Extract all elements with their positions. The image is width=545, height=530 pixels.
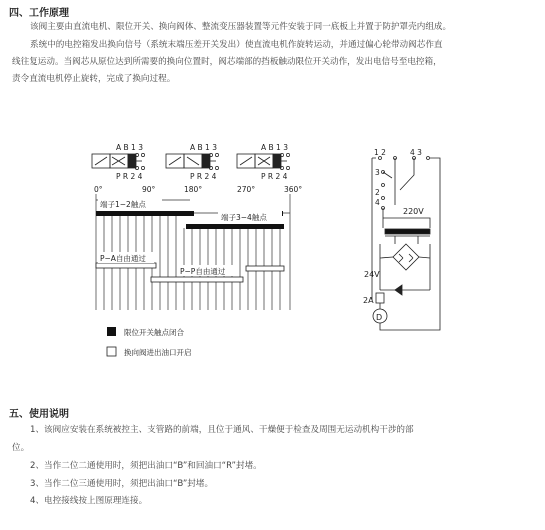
valve1-ports-bottom: P R 2 4: [116, 172, 143, 181]
section4-paragraph2-line3: 责令直流电机停止旋转，完成了换向过程。: [12, 74, 176, 84]
legend-empty-label: 换向阀进出油口开启: [124, 348, 192, 357]
section5-item2: 2、当作二位二通使用时，须把出油口“B”和回油口“R”封堵。: [30, 461, 262, 471]
valve-symbol-1: [92, 154, 142, 168]
legend-filled-label: 限位开关触点闭合: [124, 328, 184, 337]
angle-270: 270°: [237, 185, 256, 194]
bar-terminal-12: [96, 211, 194, 216]
legend-empty-swatch: [107, 347, 116, 356]
bar-pp: [151, 277, 243, 282]
valve2-ports-top: A B 1 3: [190, 143, 217, 152]
label-terminal-34: 端子3−4触点: [221, 213, 267, 222]
label-terminal-12: 端子1−2触点: [100, 200, 146, 209]
section4-heading: 四、工作原理: [9, 8, 69, 19]
bar-pa-end: [246, 266, 284, 271]
angle-360: 360°: [284, 185, 303, 194]
circuit-diagram: [372, 157, 440, 331]
section5-heading: 五、使用说明: [9, 409, 69, 420]
section5-item1-line1: 1、该阀应安装在系统被控主、支管路的前端，且位于通风、干燥便于检查及周围无运动机构干涉的部: [30, 425, 414, 435]
circuit-fuse: 2A: [363, 296, 374, 305]
valve-symbol-2: [166, 154, 216, 168]
angle-180: 180°: [184, 185, 203, 194]
circuit-label-12: 1 2: [374, 148, 386, 157]
angle-0: 0°: [94, 185, 103, 194]
circuit-voltage-24: 24V: [364, 270, 380, 279]
section5-item3: 3、当作二位三通使用时，须把出油口“B”封堵。: [30, 479, 214, 489]
valve1-ports-top: A B 1 3: [116, 143, 143, 152]
section4-paragraph2-line2: 线往复运动。当阀芯从原位达到所需要的换向位置时，阀芯端部的挡板触动限位开关动作，发出电信号至电控箱，: [12, 57, 442, 67]
section4-paragraph1: 该阀主要由直流电机、限位开关、换向阀体、整流变压器装置等元件安装于同一底板上并置于防护罩壳内组成。: [30, 22, 452, 32]
section5-item4: 4、电控接线按上图原理连接。: [30, 496, 148, 506]
valve3-ports-top: A B 1 3: [261, 143, 288, 152]
bar-pa: [96, 263, 156, 268]
circuit-label-43: 4 3: [410, 148, 422, 157]
bar-terminal-34: [186, 224, 284, 229]
valve3-ports-bottom: P R 2 4: [261, 172, 288, 181]
section4-paragraph2-line1: 系统中的电控箱发出换向信号（系统末端压差开关发出）使直流电机作旋转运动，并通过偏心轮带动阀芯作直: [30, 40, 443, 50]
angle-90: 90°: [142, 185, 156, 194]
legend-filled-swatch: [107, 327, 116, 336]
circuit-voltage-220: 220V: [403, 207, 424, 216]
circuit-motor: D: [376, 313, 383, 322]
section5-item1-line2: 位。: [12, 443, 30, 453]
label-pp: P−P自由通过: [180, 267, 226, 276]
circuit-label-3: 3: [375, 168, 380, 177]
valve-contact-dots: [135, 153, 289, 169]
valve-symbol-3: [237, 154, 287, 168]
circuit-label-2: 2: [375, 188, 380, 197]
label-pa: P−A自由通过: [100, 254, 146, 263]
valve2-ports-bottom: P R 2 4: [190, 172, 217, 181]
circuit-label-4: 4: [375, 198, 380, 207]
